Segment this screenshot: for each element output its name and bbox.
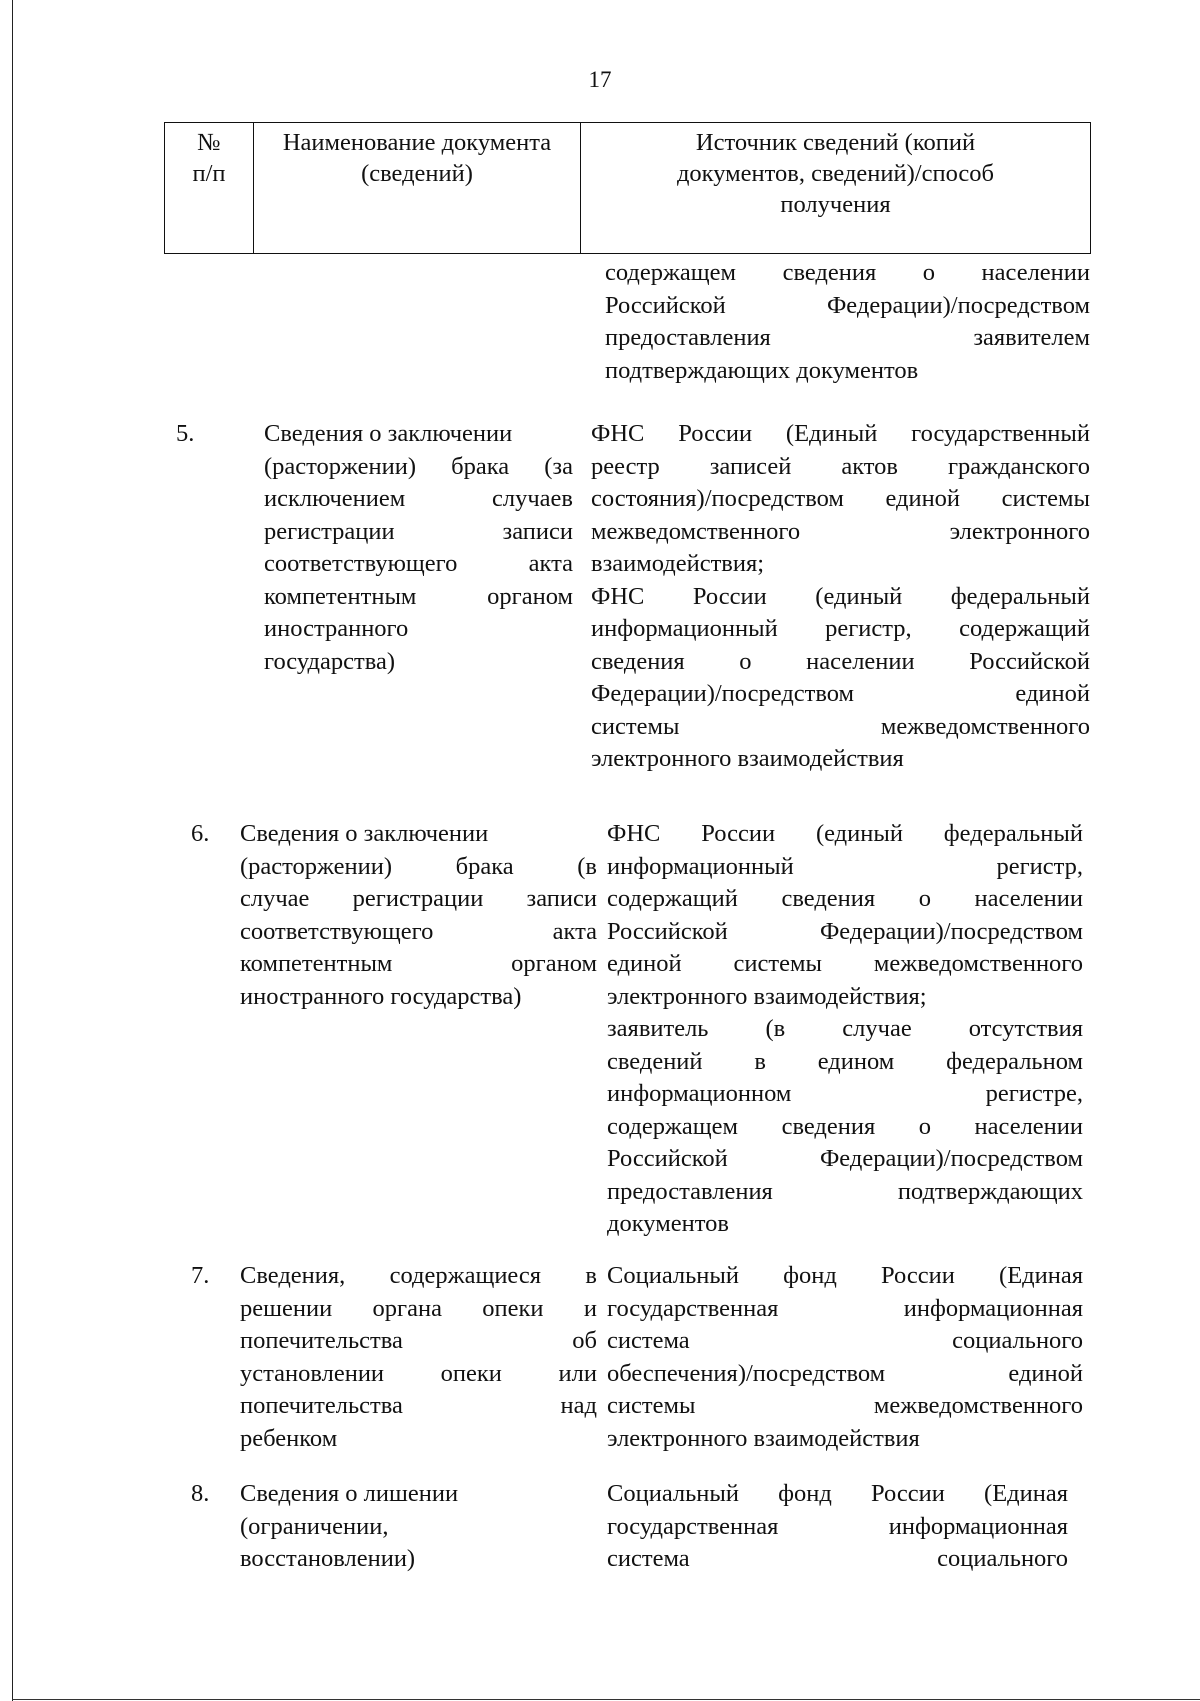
- row-5-number: 5.: [176, 420, 195, 447]
- name-line: Сведения о заключении: [264, 420, 513, 447]
- name-line: (расторжении) брака (в: [240, 852, 597, 880]
- header-source-line: получения: [780, 191, 891, 218]
- source-line: системы межведомственного: [607, 1392, 1083, 1419]
- name-line: случае регистрации записи: [240, 885, 597, 912]
- row-6-name: [240, 818, 597, 1013]
- source-line: обеспечения)/посредством единой: [607, 1359, 1083, 1387]
- source-line: состояния)/посредством единой системы: [591, 485, 1090, 512]
- name-line: Сведения, содержащиеся в: [240, 1262, 597, 1289]
- row-7-source: [607, 1260, 1083, 1455]
- name-line: попечительства над: [240, 1392, 597, 1419]
- source-line: сведения о населении Российской: [591, 647, 1090, 675]
- header-source-cell: [581, 123, 1091, 254]
- source-line: информационный регистр,: [607, 852, 1083, 880]
- source-line: ФНС России (единый федеральный: [607, 820, 1083, 847]
- source-line: электронного взаимодействия;: [607, 982, 927, 1010]
- source-line: ФНС России (Единый государственный: [591, 420, 1090, 447]
- source-line: ФНС России (единый федеральный: [591, 582, 1090, 610]
- row-continuation-source: [605, 257, 1090, 387]
- source-line: межведомственного электронного: [591, 517, 1090, 545]
- page-bottom-edge: [12, 1699, 1200, 1700]
- name-line: иностранного государства): [240, 982, 522, 1010]
- name-line: попечительства об: [240, 1327, 597, 1354]
- name-line: Сведения о лишении: [240, 1480, 459, 1507]
- source-line: система социального: [607, 1545, 1068, 1572]
- name-line: (ограничении,: [240, 1512, 389, 1540]
- source-line: содержащем сведения о населении: [605, 259, 1090, 286]
- source-line: документов: [607, 1210, 729, 1237]
- source-line: государственная информационная: [607, 1512, 1068, 1540]
- header-source-line: документов, сведений)/способ: [676, 160, 995, 187]
- name-line: исключением случаев: [264, 485, 573, 512]
- header-name-cell: [254, 123, 581, 254]
- name-line: соответствующего акта: [240, 917, 597, 945]
- header-source-line: Источник сведений (копий: [695, 129, 976, 156]
- row-8-source: [607, 1478, 1068, 1576]
- row-8-name: [240, 1478, 597, 1576]
- name-line: регистрации записи: [264, 517, 573, 545]
- header-number-line: п/п: [192, 160, 226, 187]
- page-number: 17: [588, 67, 612, 92]
- row-5-source: [591, 418, 1090, 776]
- name-line: ребенком: [240, 1424, 338, 1452]
- table-header: [164, 122, 1091, 254]
- row-7-number: 7.: [191, 1262, 210, 1289]
- source-line: системы межведомственного: [591, 712, 1090, 740]
- name-line: компетентным органом: [240, 950, 597, 977]
- row-8-number: 8.: [191, 1480, 210, 1507]
- source-line: взаимодействия;: [591, 550, 765, 577]
- name-line: установлении опеки или: [240, 1359, 597, 1387]
- source-line: государственная информационная: [607, 1294, 1083, 1322]
- header-name-line: (сведений): [361, 160, 473, 187]
- row-6-number: 6.: [191, 820, 210, 847]
- source-line: Федерации)/посредством единой: [591, 680, 1090, 707]
- source-line: предоставления подтверждающих: [607, 1177, 1083, 1205]
- source-line: сведений в едином федеральном: [607, 1047, 1083, 1075]
- source-line: Социальный фонд России (Единая: [607, 1262, 1083, 1289]
- page-left-edge: [12, 0, 13, 1701]
- source-line: содержащий сведения о населении: [607, 885, 1083, 912]
- source-line: Российской Федерации)/посредством: [607, 1145, 1083, 1172]
- source-line: Российской Федерации)/посредством: [607, 917, 1083, 945]
- name-line: соответствующего акта: [264, 550, 573, 577]
- source-line: содержащем сведения о населении: [607, 1112, 1083, 1140]
- source-line: реестр записей актов гражданского: [591, 452, 1090, 480]
- source-line: Социальный фонд России (Единая: [607, 1480, 1068, 1507]
- source-line: единой системы межведомственного: [607, 950, 1083, 977]
- row-7-name: [240, 1260, 597, 1455]
- name-line: решении органа опеки и: [240, 1294, 597, 1322]
- row-6-source: [607, 818, 1083, 1241]
- source-line: Российской Федерации)/посредством: [605, 291, 1090, 319]
- name-line: Сведения о заключении: [240, 820, 489, 847]
- header-number-line: №: [197, 129, 221, 156]
- source-line: электронного взаимодействия: [607, 1424, 920, 1452]
- source-line: электронного взаимодействия: [591, 745, 904, 772]
- header-number-cell: [165, 123, 254, 254]
- source-line: подтверждающих документов: [605, 356, 919, 384]
- name-line: компетентным органом: [264, 582, 573, 610]
- source-line: система социального: [607, 1327, 1083, 1354]
- source-line: заявитель (в случае отсутствия: [607, 1015, 1083, 1042]
- name-line: (расторжении) брака (за: [264, 452, 573, 480]
- name-line: восстановлении): [240, 1545, 416, 1572]
- header-name-line: Наименование документа: [282, 129, 552, 156]
- name-line: государства): [264, 647, 396, 675]
- name-line: иностранного: [264, 615, 409, 642]
- row-5-name: [264, 418, 573, 678]
- source-line: информационном регистре,: [607, 1080, 1083, 1107]
- source-line: предоставления заявителем: [605, 324, 1090, 351]
- source-line: информационный регистр, содержащий: [591, 615, 1090, 642]
